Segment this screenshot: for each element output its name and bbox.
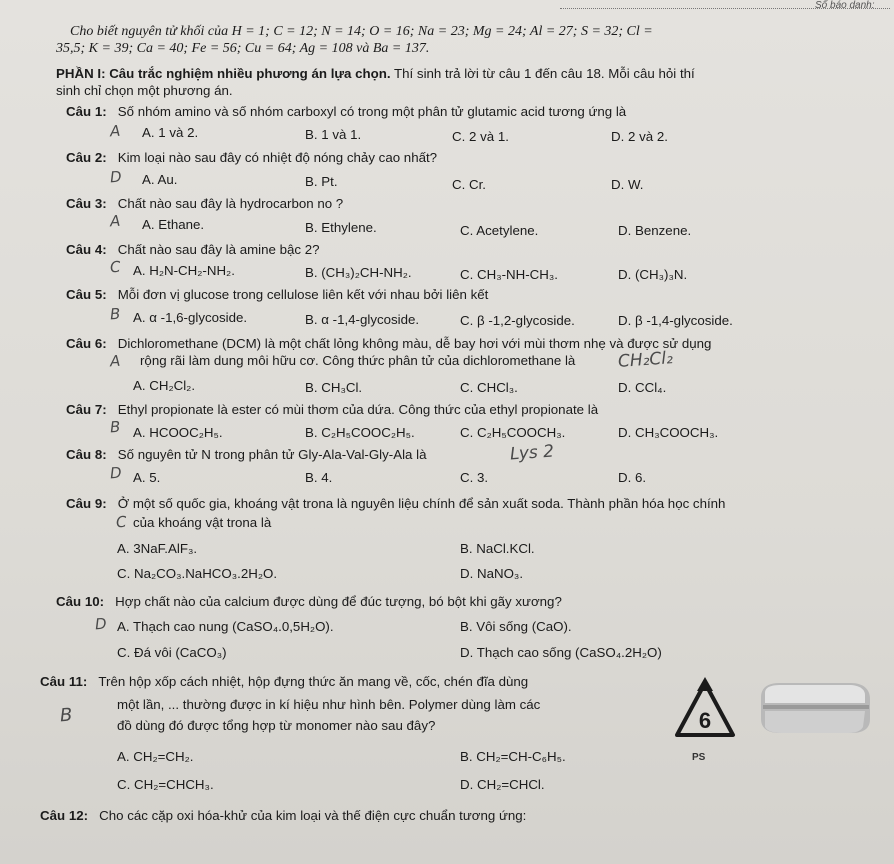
option-d[interactable]: D. 2 và 2. <box>611 129 668 144</box>
pencil-mark: B <box>109 304 121 324</box>
part1-heading <box>56 66 695 82</box>
option-a[interactable]: A. 1 và 2. <box>142 125 199 140</box>
pencil-note: CH₂Cl₂ <box>617 348 674 372</box>
pencil-mark: A <box>109 351 121 371</box>
option-d[interactable]: D. (CH₃)₃N. <box>618 267 688 282</box>
question-6-line-2: rộng rãi làm dung môi hữu cơ. Công thức phân tử của dichloromethane là <box>140 353 576 368</box>
option-b[interactable]: B. (CH₃)₂CH-NH₂. <box>305 265 412 280</box>
option-c[interactable]: C. CHCl₃. <box>460 380 518 395</box>
pencil-note: Lys 2 <box>509 441 555 465</box>
question-1 <box>66 104 626 120</box>
question-3 <box>66 196 343 212</box>
question-text: Hợp chất nào của calcium được dùng để đúc tượng, bó bột khi gãy xương? <box>115 594 562 609</box>
option-b[interactable]: B. Pt. <box>305 174 338 189</box>
pencil-mark: D <box>109 463 123 483</box>
question-11 <box>40 674 528 690</box>
option-d[interactable]: D. Benzene. <box>618 223 692 238</box>
option-b[interactable]: B. C₂H₅COOC₂H₅. <box>305 425 415 440</box>
question-label: Câu 6: <box>66 336 107 351</box>
option-c[interactable]: C. Na₂CO₃.NaHCO₃.2H₂O. <box>117 566 278 581</box>
option-d[interactable]: D. W. <box>611 177 644 192</box>
pencil-mark: C <box>115 512 128 532</box>
question-9 <box>66 496 725 512</box>
pencil-mark: D <box>109 167 123 187</box>
question-10 <box>56 594 562 610</box>
question-4 <box>66 242 320 258</box>
option-c[interactable]: C. CH₂=CHCH₃. <box>117 777 214 792</box>
question-text: Ở một số quốc gia, khoáng vật trona là nguyên liệu chính để sản xuất soda. Thành phần hóa học chính <box>117 496 726 511</box>
option-d[interactable]: D. 6. <box>618 470 647 485</box>
option-c[interactable]: C. 2 và 1. <box>452 129 509 144</box>
question-5 <box>66 287 488 303</box>
option-a[interactable]: A. CH₂Cl₂. <box>133 378 196 393</box>
pencil-mark: B <box>59 704 74 727</box>
option-b[interactable]: B. CH₂=CH-C₆H₅. <box>460 749 566 764</box>
option-a[interactable]: A. Au. <box>142 172 178 187</box>
question-9-line-2: của khoáng vật trona là <box>133 515 272 530</box>
header-note: Số báo danh: <box>815 0 875 11</box>
option-d[interactable]: D. β -1,4-glycoside. <box>618 313 733 328</box>
question-label: Câu 5: <box>66 287 107 302</box>
option-a[interactable]: A. Ethane. <box>142 217 205 232</box>
option-c[interactable]: C. 3. <box>460 470 489 485</box>
intro-line-1: Cho biết nguyên tử khối của H = 1; C = 12; N = 14; O = 16; Na = 23; Mg = 24; Al = 27; S = 32; Cl = <box>70 24 653 39</box>
question-text: Số nguyên tử N trong phân tử Gly-Ala-Val-Gly-Ala là <box>117 447 427 462</box>
question-label: Câu 2: <box>66 150 107 165</box>
option-c[interactable]: C. Đá vôi (CaCO₃) <box>117 645 227 660</box>
question-8 <box>66 447 426 463</box>
question-6 <box>66 336 711 352</box>
pencil-mark: A <box>109 211 121 231</box>
question-7 <box>66 402 598 418</box>
pencil-mark: A <box>109 121 121 141</box>
foam-container-icon <box>761 683 870 733</box>
option-b[interactable]: B. NaCl.KCl. <box>460 541 535 556</box>
option-b[interactable]: B. Ethylene. <box>305 220 377 235</box>
option-d[interactable]: D. Thạch cao sống (CaSO₄.2H₂O) <box>460 645 662 660</box>
part1-rest: Thí sinh trả lời từ câu 1 đến câu 18. Mỗi câu hỏi thí <box>390 66 695 81</box>
option-a[interactable]: A. H₂N-CH₂-NH₂. <box>133 263 235 278</box>
question-label: Câu 3: <box>66 196 107 211</box>
question-text: Kim loại nào sau đây có nhiệt độ nóng chảy cao nhất? <box>117 150 438 165</box>
part1-line-2: sinh chỉ chọn một phương án. <box>56 83 233 98</box>
option-a[interactable]: A. α -1,6-glycoside. <box>133 310 248 325</box>
part1-title: PHẦN I: Câu trắc nghiệm nhiều phương án lựa chọn. <box>56 66 391 81</box>
question-text: Dichloromethane (DCM) là một chất lỏng không màu, dễ bay hơi với mùi thơm nhẹ và được sử dụng <box>117 336 712 351</box>
option-a[interactable]: A. CH₂=CH₂. <box>117 749 194 764</box>
question-text: Mỗi đơn vị glucose trong cellulose liên kết với nhau bởi liên kết <box>117 287 489 302</box>
option-c[interactable]: C. β -1,2-glycoside. <box>460 313 575 328</box>
question-2 <box>66 150 437 166</box>
question-label: Câu 1: <box>66 104 107 119</box>
option-b[interactable]: B. 1 và 1. <box>305 127 362 142</box>
question-11-line-2: một lần, ... thường được in kí hiệu như hình bên. Polymer dùng làm các <box>117 697 541 712</box>
ps-label: PS <box>692 752 706 763</box>
question-text: Cho các cặp oxi hóa-khử của kim loại và thế điện cực chuẩn tương ứng: <box>99 808 527 823</box>
intro-line-2: 35,5; K = 39; Ca = 40; Fe = 56; Cu = 64; Ag = 108 và Ba = 137. <box>56 41 430 56</box>
pencil-mark: C <box>109 257 122 277</box>
question-label: Câu 12: <box>40 808 89 823</box>
option-a[interactable]: A. Thạch cao nung (CaSO₄.0,5H₂O). <box>117 619 334 634</box>
question-text: Trên hộp xốp cách nhiệt, hộp đựng thức ăn mang về, cốc, chén đĩa dùng <box>98 674 529 689</box>
question-label: Câu 9: <box>66 496 107 511</box>
question-label: Câu 8: <box>66 447 107 462</box>
option-b[interactable]: B. 4. <box>305 470 333 485</box>
question-label: Câu 10: <box>56 594 105 609</box>
option-c[interactable]: C. CH₃-NH-CH₃. <box>460 267 558 282</box>
recycle-number: 6 <box>698 708 712 733</box>
question-text: Ethyl propionate là ester có mùi thơm của dứa. Công thức của ethyl propionate là <box>117 402 599 417</box>
pencil-mark: B <box>109 417 121 437</box>
question-text: Số nhóm amino và số nhóm carboxyl có trong một phân tử glutamic acid tương ứng là <box>117 104 627 119</box>
option-c[interactable]: C. Acetylene. <box>460 223 539 238</box>
pencil-mark: D <box>94 614 108 634</box>
question-11-line-3: đồ dùng đó được tổng hợp từ monomer nào sau đây? <box>117 718 436 733</box>
question-label: Câu 11: <box>40 674 88 689</box>
option-b[interactable]: B. Vôi sống (CaO). <box>460 619 572 634</box>
option-a[interactable]: A. 5. <box>133 470 161 485</box>
option-a[interactable]: A. HCOOC₂H₅. <box>133 425 223 440</box>
option-a[interactable]: A. 3NaF.AlF₃. <box>117 541 198 556</box>
option-c[interactable]: C. C₂H₅COOCH₃. <box>460 425 566 440</box>
option-b[interactable]: B. α -1,4-glycoside. <box>305 312 420 327</box>
question-label: Câu 4: <box>66 242 107 257</box>
option-d[interactable]: D. NaNO₃. <box>460 566 524 581</box>
question-label: Câu 7: <box>66 402 107 417</box>
option-b[interactable]: B. CH₃Cl. <box>305 380 363 395</box>
option-d[interactable]: D. CH₃COOCH₃. <box>618 425 719 440</box>
question-12 <box>40 808 526 824</box>
option-d[interactable]: D. CH₂=CHCl. <box>460 777 545 792</box>
question-text: Chất nào sau đây là amine bậc 2? <box>117 242 320 257</box>
option-d[interactable]: D. CCl₄. <box>618 380 667 395</box>
option-c[interactable]: C. Cr. <box>452 177 486 192</box>
question-text: Chất nào sau đây là hydrocarbon no ? <box>117 196 344 211</box>
recycle-triangle-icon <box>677 677 733 735</box>
